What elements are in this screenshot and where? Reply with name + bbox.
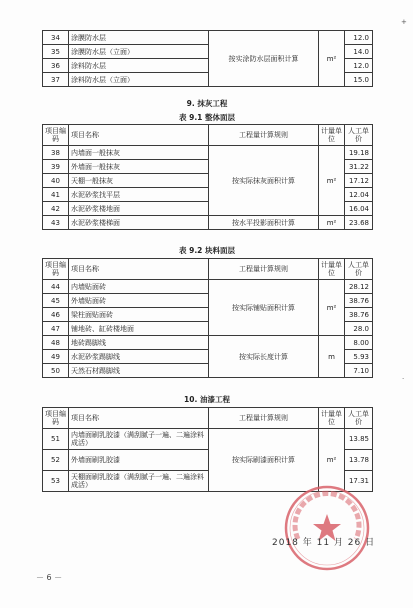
issue-date: 2018 年 11 月 26 日 xyxy=(272,538,376,548)
rule-cell: 按实际长度计算 xyxy=(209,336,319,378)
table-row: 41 水泥砂浆找平层 12.04 xyxy=(43,188,373,202)
table-row: 35 涂膜防水层（立面） 14.0 xyxy=(43,45,373,59)
table-row: 48 地砖踢脚线 按实际长度计算 m 8.00 xyxy=(43,336,373,350)
table-row: 43 水泥砂浆楼梯面 按水平投影面积计算 m² 23.68 xyxy=(43,216,373,230)
table-row: 36 涂料防水层 12.0 xyxy=(43,59,373,73)
margin-mark: + xyxy=(401,18,407,26)
unit-cell: m² xyxy=(319,146,345,216)
table-row: 34 涂膜防水层 按实涂防水层面积计算 m² 12.0 xyxy=(43,31,373,45)
table-row: 40 天棚一般抹灰 17.12 xyxy=(43,174,373,188)
page-number: － 6 － xyxy=(36,573,63,582)
section-title-painting: 10. 油漆工程 xyxy=(184,395,230,404)
rule-cell: 按实涂防水层面积计算 xyxy=(209,31,319,87)
table-row: 44 内墙贴面砖 按实际铺贴面积计算 m² 28.12 xyxy=(43,280,373,294)
unit-cell: m² xyxy=(319,280,345,336)
table-row: 51 内墙面刷乳胶漆（满刮腻子一遍、二遍涂料成活） 按实际刷漆面积计算 m² 13.85 xyxy=(43,429,373,450)
rule-cell: 按实际铺贴面积计算 xyxy=(209,280,319,336)
table-9-2 xyxy=(42,258,373,378)
table-row: 39 外墙面一般抹灰 31.22 xyxy=(43,160,373,174)
table-row: 46 梁柱面贴面砖 38.76 xyxy=(43,308,373,322)
table-caption-9-1: 表 9.1 整体面层 xyxy=(178,113,235,122)
table-row: 45 外墙贴面砖 38.76 xyxy=(43,294,373,308)
rule-cell: 按水平投影面积计算 xyxy=(209,216,319,230)
unit-cell: m² xyxy=(319,216,345,230)
table-painting xyxy=(42,407,373,492)
section-title-plastering: 9. 抹灰工程 xyxy=(186,99,228,108)
table-row: 52 外墙面刷乳胶漆 13.78 xyxy=(43,450,373,471)
table-waterproofing xyxy=(42,30,373,87)
table-row: 38 内墙面一般抹灰 按实际抹灰面积计算 m² 19.18 xyxy=(43,146,373,160)
table-row: 37 涂料防水层（立面） 15.0 xyxy=(43,73,373,87)
official-seal-stamp xyxy=(282,483,372,573)
table-9-1 xyxy=(42,124,373,230)
unit-cell: m xyxy=(319,336,345,378)
rule-cell: 按实际刷漆面积计算 xyxy=(209,429,319,492)
unit-cell: m² xyxy=(319,429,345,492)
table-row: 47 铺地砖、缸砖楼地面 28.0 xyxy=(43,322,373,336)
table-header-row: 项目编码 项目名称 工程量计算规则 计量单位 人工单价 xyxy=(43,125,373,146)
margin-mark: · xyxy=(402,375,405,383)
table-row: 42 水泥砂浆楼地面 16.04 xyxy=(43,202,373,216)
table-caption-9-2: 表 9.2 块料面层 xyxy=(178,246,235,255)
table-row: 50 天然石材踢脚线 7.10 xyxy=(43,364,373,378)
table-row: 53 天棚面刷乳胶漆（满刮腻子一遍、二遍涂料成活） 17.31 xyxy=(43,471,373,492)
unit-cell: m² xyxy=(319,31,345,87)
table-header-row: 项目编码 项目名称 工程量计算规则 计量单位 人工单价 xyxy=(43,408,373,429)
table-row: 49 水泥砂浆踢脚线 5.93 xyxy=(43,350,373,364)
table-header-row: 项目编码 项目名称 工程量计算规则 计量单位 人工单价 xyxy=(43,259,373,280)
rule-cell: 按实际抹灰面积计算 xyxy=(209,146,319,216)
